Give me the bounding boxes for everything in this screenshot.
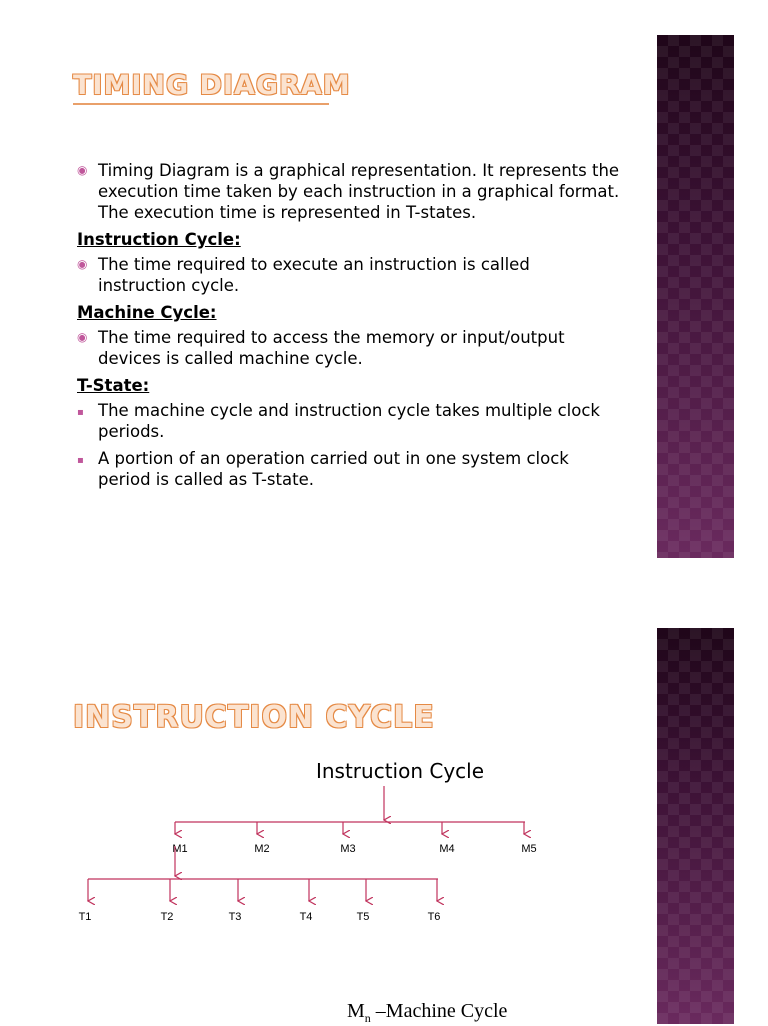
- t-state-label: T1: [78, 911, 92, 923]
- square-bullet-icon: ▪: [77, 455, 84, 466]
- machine-cycle-label: M5: [521, 843, 537, 855]
- bullet-t-state-1: ▪ The machine cycle and instruction cycle takes multiple clock periods.: [77, 401, 600, 441]
- slide-title: INSTRUCTION CYCLE: [73, 700, 435, 735]
- decorative-sidebar: [657, 35, 734, 558]
- circle-bullet-icon: ◉: [77, 163, 88, 177]
- slide-instruction-cycle: [0, 590, 768, 1024]
- t-state-label: T4: [299, 911, 313, 923]
- machine-cycle-label: M3: [340, 843, 356, 855]
- machine-cycle-footnote: $M_n$ –Machine Cycle: [347, 1000, 508, 1025]
- heading-machine-cycle: Machine Cycle:: [77, 303, 217, 322]
- instruction-cycle-diagram: [0, 590, 768, 1024]
- circle-bullet-icon: ◉: [77, 330, 88, 344]
- t-state-label: T5: [356, 911, 370, 923]
- bullet-instruction-cycle: ◉ The time required to execute an instruction is called instruction cycle.: [77, 255, 530, 295]
- machine-cycle-label: M2: [254, 843, 270, 855]
- slide-title: TIMING DIAGRAM: [73, 70, 351, 101]
- square-bullet-icon: ▪: [77, 407, 84, 418]
- circle-bullet-icon: ◉: [77, 257, 88, 271]
- t-state-label: T6: [427, 911, 441, 923]
- title-underline: [73, 103, 329, 105]
- bullet-intro: ◉ Timing Diagram is a graphical representation. It represents the execution time taken by each instruction in a graphical format. The execution time is represented in T-states.: [77, 161, 620, 222]
- t-state-label: T3: [228, 911, 242, 923]
- machine-cycle-label: M1: [172, 843, 188, 855]
- machine-cycle-label: M4: [439, 843, 455, 855]
- t-state-label: T2: [160, 911, 174, 923]
- heading-instruction-cycle: Instruction Cycle:: [77, 230, 241, 249]
- bullet-t-state-2: ▪ A portion of an operation carried out in one system clock period is called as T-state.: [77, 449, 569, 489]
- heading-t-state: T-State:: [77, 376, 150, 395]
- diagram-root-label: Instruction Cycle: [315, 759, 485, 783]
- slide-content: [77, 160, 622, 496]
- bullet-machine-cycle: ◉ The time required to access the memory or input/output devices is called machine cycle.: [77, 328, 565, 368]
